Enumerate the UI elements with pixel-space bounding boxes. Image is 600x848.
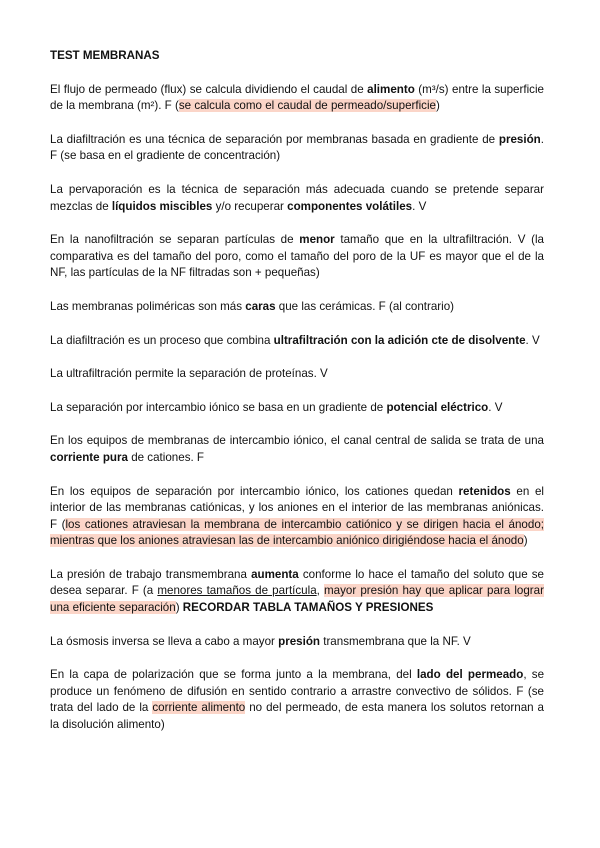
highlighted-text: corriente alimento xyxy=(152,701,246,715)
paragraph-text: Las membranas poliméricas son más xyxy=(50,299,246,313)
bold-keyword: presión xyxy=(498,132,541,146)
paragraph-text: En la capa de polarización que se forma junto a la membrana, del xyxy=(50,668,417,682)
paragraph-text: . V xyxy=(488,400,503,414)
document-title: TEST MEMBRANAS xyxy=(50,49,160,62)
bold-keyword: corriente pura xyxy=(50,450,128,464)
bold-keyword: alimento xyxy=(367,82,415,96)
paragraph-text: En la nanofiltración se separan partículas de xyxy=(50,233,300,247)
question-paragraph xyxy=(50,634,544,651)
paragraph-text: , xyxy=(316,584,324,598)
paragraph-text: . V xyxy=(412,199,427,213)
paragraph-text: en el interior de las membranas catiónicas, y los aniones en el interior de las membranas aniónicas. F ( xyxy=(50,484,544,531)
paragraph-text: La ósmosis inversa se lleva a cabo a mayor xyxy=(50,634,279,648)
bold-keyword: potencial eléctrico xyxy=(386,400,489,414)
bold-keyword: presión xyxy=(278,634,320,648)
bold-keyword: RECORDAR TABLA TAMAÑOS Y PRESIONES xyxy=(182,601,434,615)
bold-keyword: ultrafiltración con la adición cte de disolvente xyxy=(273,333,526,347)
paragraph-text: La ultrafiltración permite la separación de proteínas. V xyxy=(50,367,328,381)
highlighted-text: mayor presión hay que aplicar para lograr una eficiente separación xyxy=(50,584,544,615)
question-paragraph xyxy=(50,182,544,215)
paragraph-text: tamaño que en la ultrafiltración. V (la comparativa es del tamaño del poro, como el tamaño del poro de la UF es mayor que el de la NF, las partículas de la NF filtradas son + pequeñas) xyxy=(50,233,544,280)
document-page xyxy=(50,48,544,751)
question-paragraph xyxy=(50,333,544,350)
paragraph-text: La separación por intercambio iónico se basa en un gradiente de xyxy=(50,400,387,414)
paragraph-text: En los equipos de separación por intercambio iónico, los cationes quedan xyxy=(50,484,459,498)
question-paragraph xyxy=(50,299,544,316)
question-paragraph xyxy=(50,433,544,466)
bold-keyword: componentes volátiles xyxy=(287,199,413,213)
paragraph-text: La pervaporación es la técnica de separación más adecuada cuando se pretende separar mezclas de xyxy=(50,182,544,213)
paragraph-text: ) xyxy=(175,601,183,615)
underlined-text: menores tamaños de partícula xyxy=(157,584,317,598)
question-paragraph xyxy=(50,400,544,417)
paragraph-text: , se produce un fenómeno de difusión en sentido contrario a arrastre convectivo de sólidos. F (se trata del lado de la xyxy=(50,668,545,715)
paragraph-text: de cationes. F xyxy=(127,450,205,464)
question-paragraph xyxy=(50,82,544,115)
paragraph-text: La diafiltración es una técnica de separación por membranas basada en gradiente de xyxy=(50,132,499,146)
paragraph-text: El flujo de permeado (flux) se calcula dividiendo el caudal de xyxy=(50,82,368,96)
paragraph-text: . V xyxy=(525,333,540,347)
question-paragraph xyxy=(50,667,544,733)
paragraph-text: conforme lo hace el tamaño del soluto que se desea separar. F (a xyxy=(50,567,544,598)
question-paragraph xyxy=(50,132,544,165)
question-list xyxy=(50,82,544,734)
bold-keyword: aumenta xyxy=(251,567,299,581)
paragraph-text: y/o recuperar xyxy=(212,199,288,213)
bold-keyword: caras xyxy=(245,299,276,313)
paragraph-text: (m³/s) entre la superficie de la membrana (m²). F ( xyxy=(50,82,544,113)
highlighted-text: se calcula como el caudal de permeado/superficie xyxy=(178,99,436,113)
paragraph-text: En los equipos de membranas de intercambio iónico, el canal central de salida se trata de una xyxy=(50,434,544,448)
question-paragraph xyxy=(50,567,544,617)
paragraph-text: La presión de trabajo transmembrana xyxy=(50,567,252,581)
bold-keyword: retenidos xyxy=(458,484,511,498)
question-paragraph xyxy=(50,484,544,550)
paragraph-text: . F (se basa en el gradiente de concentración) xyxy=(50,132,544,163)
paragraph-text: transmembrana que la NF. V xyxy=(320,634,471,648)
paragraph-text: La diafiltración es un proceso que combina xyxy=(50,333,274,347)
question-paragraph xyxy=(50,232,544,282)
paragraph-text: ) xyxy=(523,534,528,548)
question-paragraph xyxy=(50,366,544,383)
paragraph-text: no del permeado, de esta manera los solutos retornan a la disolución alimento) xyxy=(50,701,545,732)
paragraph-text: ) xyxy=(436,99,440,113)
bold-keyword: menor xyxy=(299,233,335,247)
highlighted-text: los cationes atraviesan la membrana de intercambio catiónico y se dirigen hacia el ánodo; mientras que los aniones atraviesan las de intercambio aniónico dirigiéndose hacia el ánodo xyxy=(50,517,544,548)
bold-keyword: líquidos miscibles xyxy=(111,199,213,213)
bold-keyword: lado del permeado xyxy=(416,668,524,682)
paragraph-text: que las cerámicas. F (al contrario) xyxy=(275,299,455,313)
